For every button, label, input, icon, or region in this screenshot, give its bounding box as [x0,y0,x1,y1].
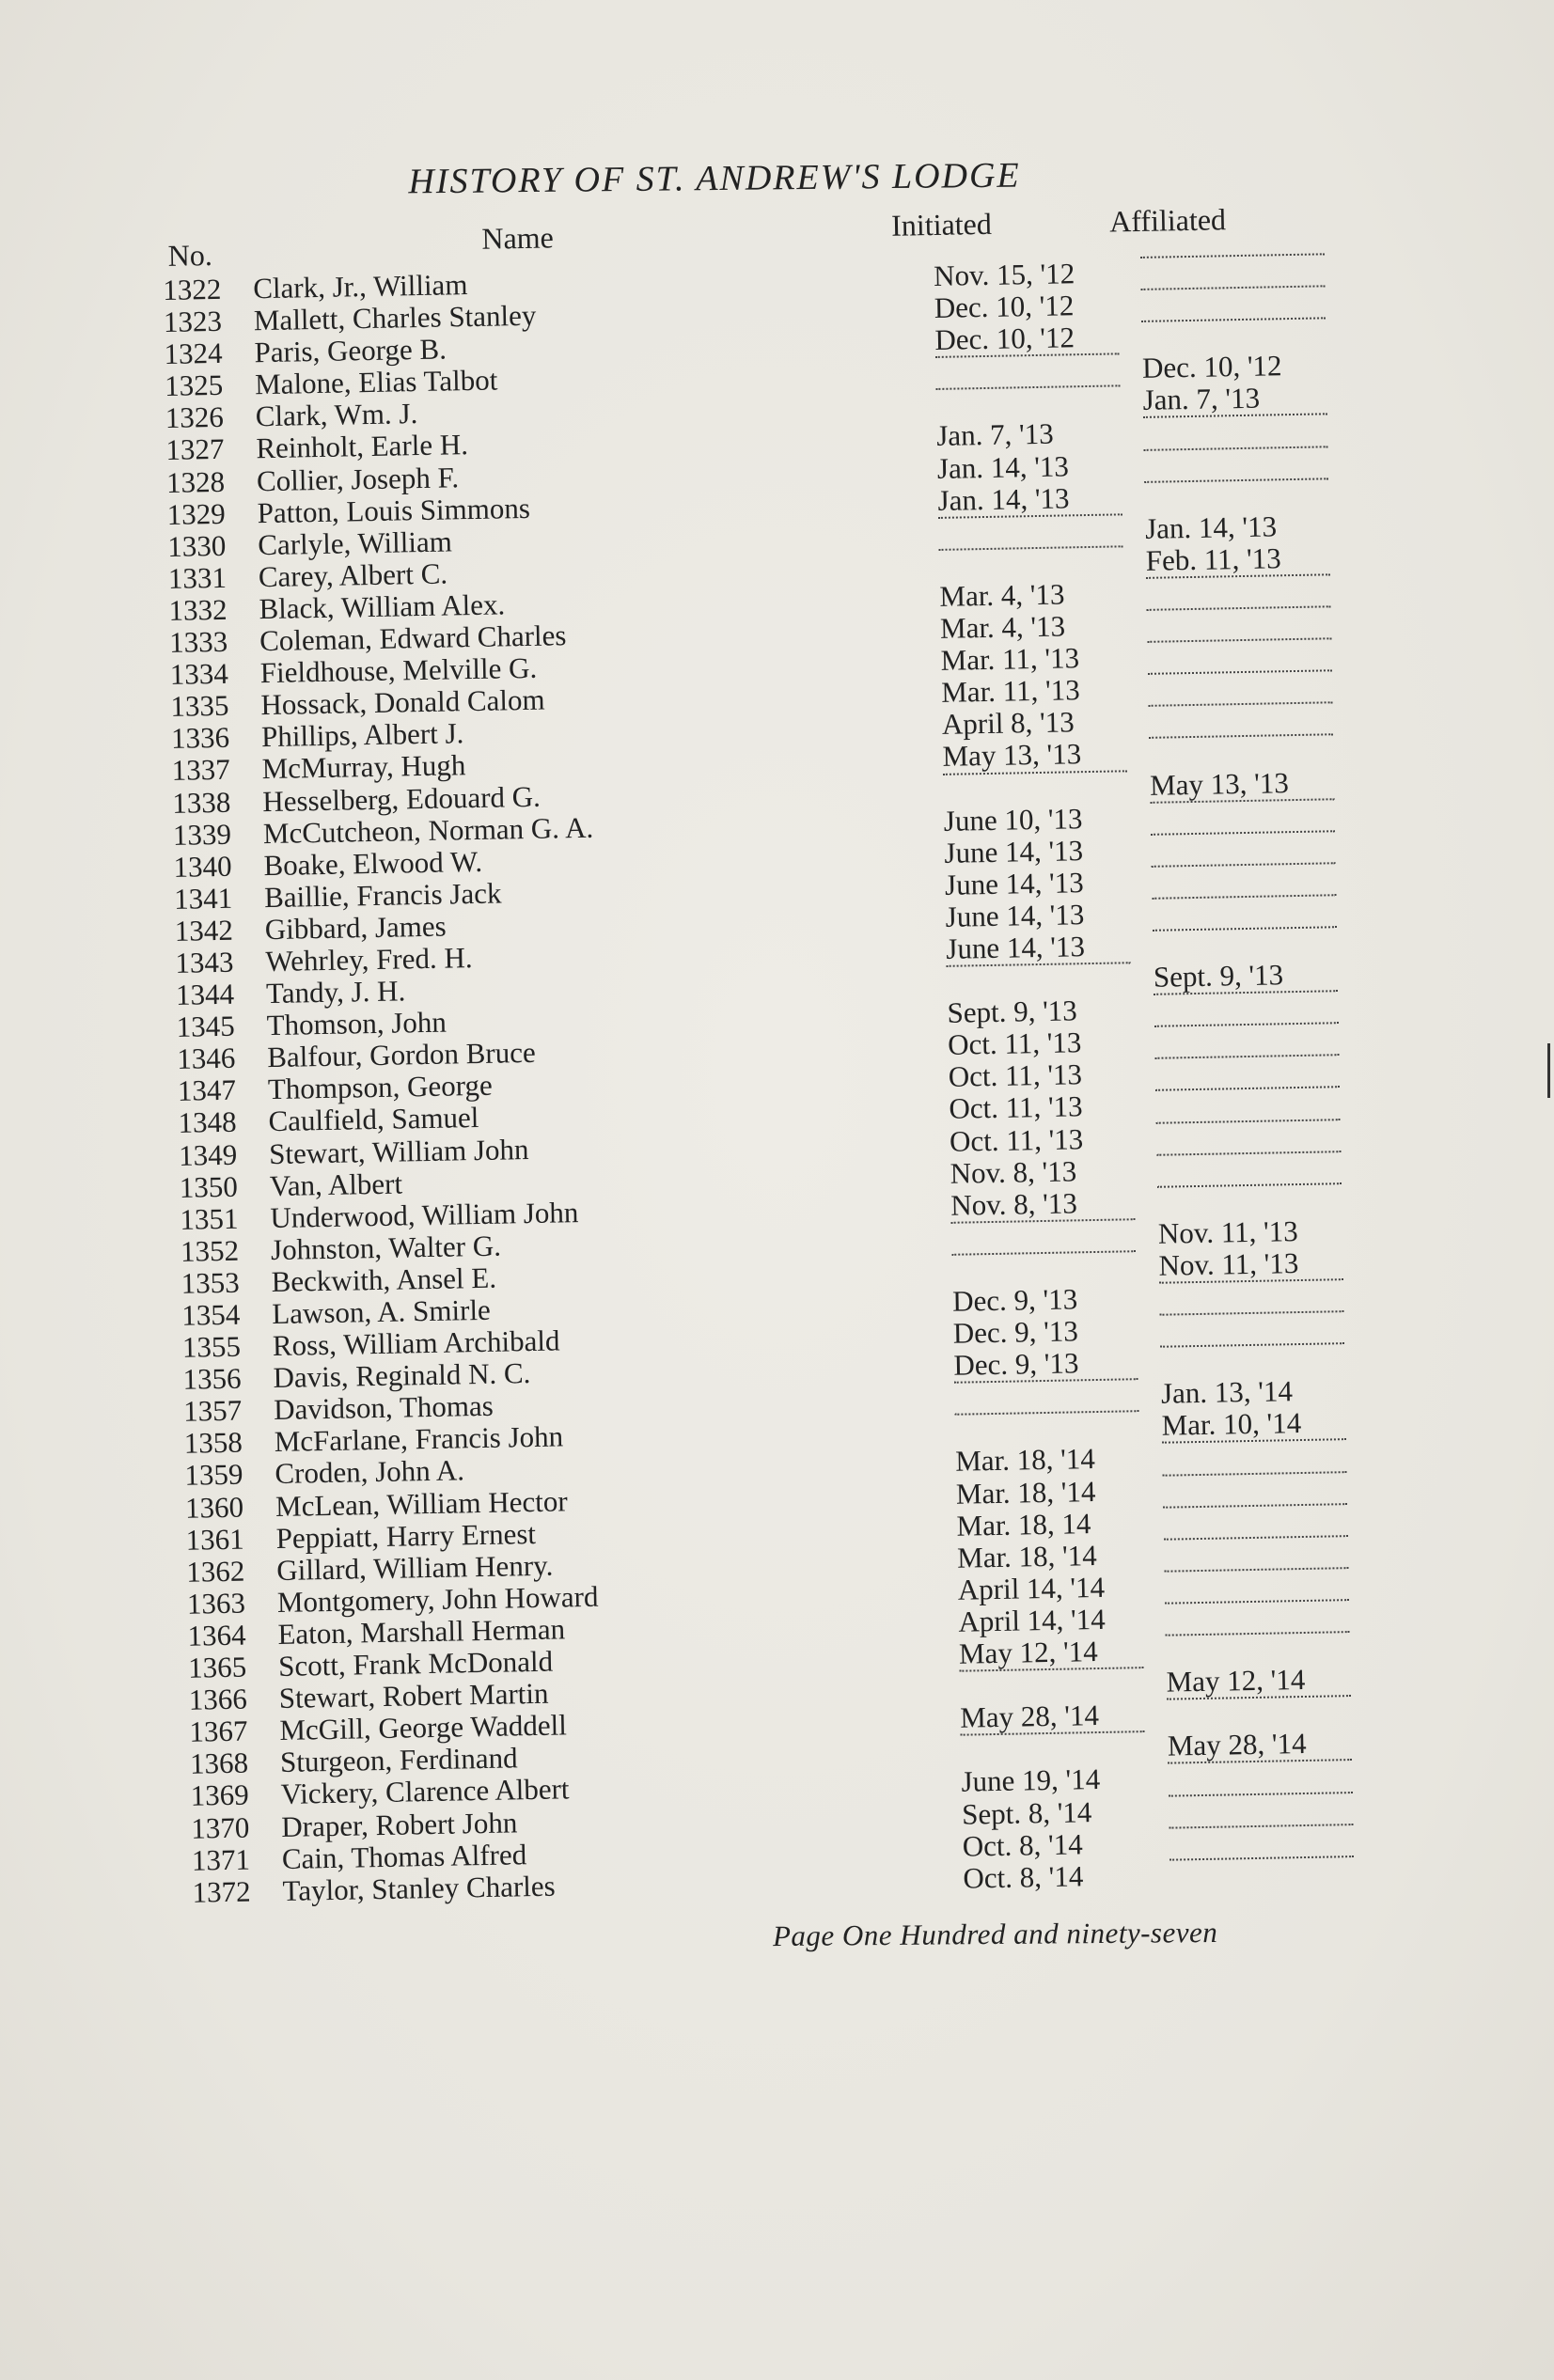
initiated-date: Oct. 11, '13 [949,1121,1084,1158]
member-number: 1367 [189,1714,248,1748]
initiated-date: April 8, '13 [941,705,1075,742]
member-number: 1362 [185,1554,245,1589]
member-name: Taylor, Stanley Charles [282,1869,556,1907]
initiated-date: Mar. 11, '13 [940,673,1080,710]
initiated-date: June 10, '13 [943,801,1083,838]
page-number: Page One Hundred and ninety-seven [772,1915,1218,1953]
member-name: Gillard, William Henry. [275,1548,554,1587]
member-name: Hesselberg, Edouard G. [261,779,542,818]
member-name: Underwood, William John [270,1195,579,1234]
affiliated-date: Jan. 7, '13 [1142,382,1261,417]
initiated-date: April 14, '14 [958,1602,1107,1638]
member-number: 1338 [172,785,231,820]
member-name: Beckwith, Ansel E. [271,1260,497,1298]
member-number: 1324 [164,337,223,371]
affiliated-date: May 12, '14 [1166,1663,1306,1699]
member-name: Caulfield, Samuel [268,1101,479,1138]
member-name: Stewart, Robert Martin [278,1676,549,1715]
affiliated-date: Mar. 10, '14 [1161,1406,1302,1443]
initiated-date: May 12, '14 [958,1635,1099,1670]
initiated-date: Jan. 7, '13 [935,417,1055,453]
member-number: 1359 [184,1458,243,1493]
member-name: Patton, Louis Simmons [257,491,531,529]
member-name: Eaton, Marshall Herman [277,1612,566,1651]
member-number: 1355 [181,1329,242,1364]
scan-mark [1547,1043,1550,1098]
initiated-date: April 14, '14 [957,1570,1106,1606]
initiated-date: Jan. 14, '13 [936,448,1070,485]
initiated-date: May 13, '13 [942,737,1082,774]
initiated-date: Nov. 8, '13 [950,1186,1078,1222]
member-number: 1337 [171,753,231,788]
column-header-affiliated: Affiliated [1108,202,1227,239]
member-name: McCutcheon, Norman G. A. [262,810,594,850]
affiliated-date: Sept. 9, '13 [1153,958,1284,994]
member-name: Baillie, Francis Jack [263,876,502,914]
member-number: 1352 [180,1233,240,1268]
member-name: McMurray, Hugh [261,748,466,786]
initiated-date: Jan. 14, '13 [937,481,1070,517]
initiated-date: Mar. 18, 14 [956,1506,1091,1542]
column-header-initiated: Initiated [890,206,993,243]
member-name: Croden, John A. [275,1453,465,1491]
member-name: Carey, Albert C. [258,556,448,594]
member-number: 1327 [165,432,225,467]
member-name: Vickery, Clarence Albert [280,1772,570,1811]
initiated-date: June 14, '13 [945,898,1085,933]
member-number: 1349 [178,1137,238,1172]
member-number: 1353 [181,1265,241,1300]
member-number: 1331 [167,560,228,595]
member-number: 1336 [170,721,230,756]
initiated-date: Oct. 11, '13 [948,1057,1083,1094]
member-name: Montgomery, John Howard [276,1579,599,1619]
member-number: 1339 [172,817,232,852]
member-name: Cain, Thomas Alfred [281,1837,527,1875]
member-number: 1329 [166,496,227,531]
member-number: 1356 [182,1361,242,1396]
member-name: Sturgeon, Ferdinand [279,1741,518,1779]
member-number: 1333 [168,624,228,659]
initiated-date: Oct. 8, '14 [963,1859,1084,1895]
affiliated-date: Dec. 10, '12 [1141,349,1282,385]
member-number: 1369 [190,1777,250,1813]
member-number: 1326 [165,400,225,435]
affiliated-date: Feb. 11, '13 [1145,541,1282,577]
member-number: 1351 [180,1201,239,1236]
member-number: 1365 [187,1650,247,1684]
member-name: Thomson, John [266,1005,447,1042]
member-name: Hossack, Donald Calom [260,682,545,722]
affiliated-date: Nov. 11, '13 [1158,1245,1299,1282]
initiated-date: Nov. 8, '13 [950,1153,1077,1190]
member-name: Paris, George B. [254,332,447,369]
member-name: Clark, Wm. J. [255,397,418,433]
table-body [163,254,1340,1909]
member-name: Thompson, George [267,1069,494,1106]
initiated-date: May 28, '14 [959,1699,1100,1734]
affiliated-date: Nov. 11, '13 [1157,1213,1299,1250]
initiated-date: Mar. 4, '13 [939,609,1066,645]
member-name: Boake, Elwood W. [263,844,483,882]
member-name: Davidson, Thomas [273,1389,494,1427]
member-number: 1347 [177,1073,237,1108]
member-name: Tandy, J. H. [265,974,406,1010]
member-number: 1370 [190,1810,250,1845]
initiated-date: June 14, '13 [945,930,1086,965]
member-name: Peppiatt, Harry Ernest [275,1516,537,1555]
initiated-date: June 14, '13 [944,865,1085,901]
member-number: 1332 [168,592,228,627]
member-name: McFarlane, Francis John [274,1419,564,1459]
column-header-name: Name [481,220,555,256]
member-name: Balfour, Gordon Bruce [266,1036,537,1074]
member-name: Lawson, A. Smirle [271,1292,492,1331]
member-name: Stewart, William John [268,1132,529,1170]
member-number: 1340 [173,849,232,884]
member-number: 1368 [189,1746,249,1781]
member-name: Wehrley, Fred. H. [265,941,473,979]
initiated-date: Mar. 18, '14 [954,1442,1096,1479]
member-name: Malone, Elias Talbot [254,363,498,401]
initiated-date: Mar. 18, '14 [955,1474,1096,1511]
member-name: Carlyle, William [257,525,453,561]
initiated-date: Oct. 8, '14 [962,1826,1083,1863]
member-name: Clark, Jr., William [252,268,468,305]
member-number: 1357 [182,1393,243,1429]
member-number: 1344 [175,977,235,1011]
member-number: 1364 [187,1618,246,1652]
member-number: 1350 [179,1169,239,1204]
member-number: 1360 [184,1490,244,1525]
member-number: 1343 [175,945,234,979]
initiated-date: Nov. 15, '12 [933,257,1075,292]
member-number: 1363 [186,1586,246,1621]
member-number: 1372 [192,1874,251,1909]
member-number: 1335 [170,688,229,724]
initiated-date: Dec. 10, '12 [934,321,1075,357]
member-name: Davis, Reginald N. C. [273,1356,531,1395]
member-name: Draper, Robert John [280,1805,518,1843]
initiated-date: Mar. 4, '13 [939,577,1065,613]
initiated-date: Oct. 11, '13 [947,1026,1082,1062]
initiated-date: Oct. 11, '13 [949,1089,1083,1126]
member-number: 1354 [181,1297,241,1332]
member-name: Fieldhouse, Melville G. [259,650,538,690]
member-name: Van, Albert [269,1167,403,1202]
initiated-date: Sept. 8, '14 [961,1794,1092,1831]
member-number: 1323 [163,304,223,339]
member-name: Coleman, Edward Charles [259,618,567,658]
member-name: McLean, William Hector [275,1483,568,1523]
member-number: 1325 [164,368,224,403]
affiliated-date: Jan. 14, '13 [1144,509,1278,545]
member-number: 1328 [165,464,226,499]
member-number: 1334 [169,656,229,692]
member-name: Ross, William Archibald [272,1323,560,1363]
member-name: Scott, Frank McDonald [277,1644,554,1683]
member-number: 1341 [173,881,233,916]
member-number: 1371 [191,1842,251,1877]
membership-table [162,201,1340,1909]
member-number: 1346 [177,1041,236,1076]
member-name: Collier, Joseph F. [256,460,460,497]
member-number: 1366 [188,1682,248,1716]
member-name: Mallett, Charles Stanley [253,298,537,337]
initiated-date: Sept. 9, '13 [947,994,1078,1029]
member-number: 1342 [174,913,234,947]
initiated-date: Dec. 10, '12 [934,289,1075,325]
member-number: 1348 [178,1105,237,1140]
member-number: 1322 [163,272,222,306]
initiated-date: Dec. 9, '13 [952,1314,1079,1350]
member-name: Johnston, Walter G. [270,1229,502,1266]
initiated-date: Mar. 11, '13 [940,641,1080,678]
member-number: 1361 [185,1522,245,1557]
page-title: HISTORY OF ST. ANDREW'S LODGE [408,155,1021,202]
member-name: Black, William Alex. [259,587,506,626]
affiliated-date: Jan. 13, '14 [1160,1374,1294,1411]
initiated-date: Mar. 18, '14 [956,1538,1098,1574]
initiated-date: Dec. 9, '13 [953,1346,1079,1382]
affiliated-date: May 28, '14 [1167,1727,1307,1762]
member-name: McGill, George Waddell [279,1708,568,1747]
initiated-date: Dec. 9, '13 [951,1282,1078,1318]
initiated-date: June 19, '14 [961,1762,1101,1799]
member-name: Gibbard, James [264,909,447,946]
member-number: 1358 [183,1426,243,1461]
member-name: Reinholt, Earle H. [256,428,469,465]
initiated-date: June 14, '13 [944,833,1084,869]
member-number: 1345 [176,1009,236,1044]
member-name: Phillips, Albert J. [260,716,464,754]
member-number: 1330 [167,528,227,563]
column-header-no: No. [167,238,213,273]
affiliated-date: May 13, '13 [1149,765,1290,802]
